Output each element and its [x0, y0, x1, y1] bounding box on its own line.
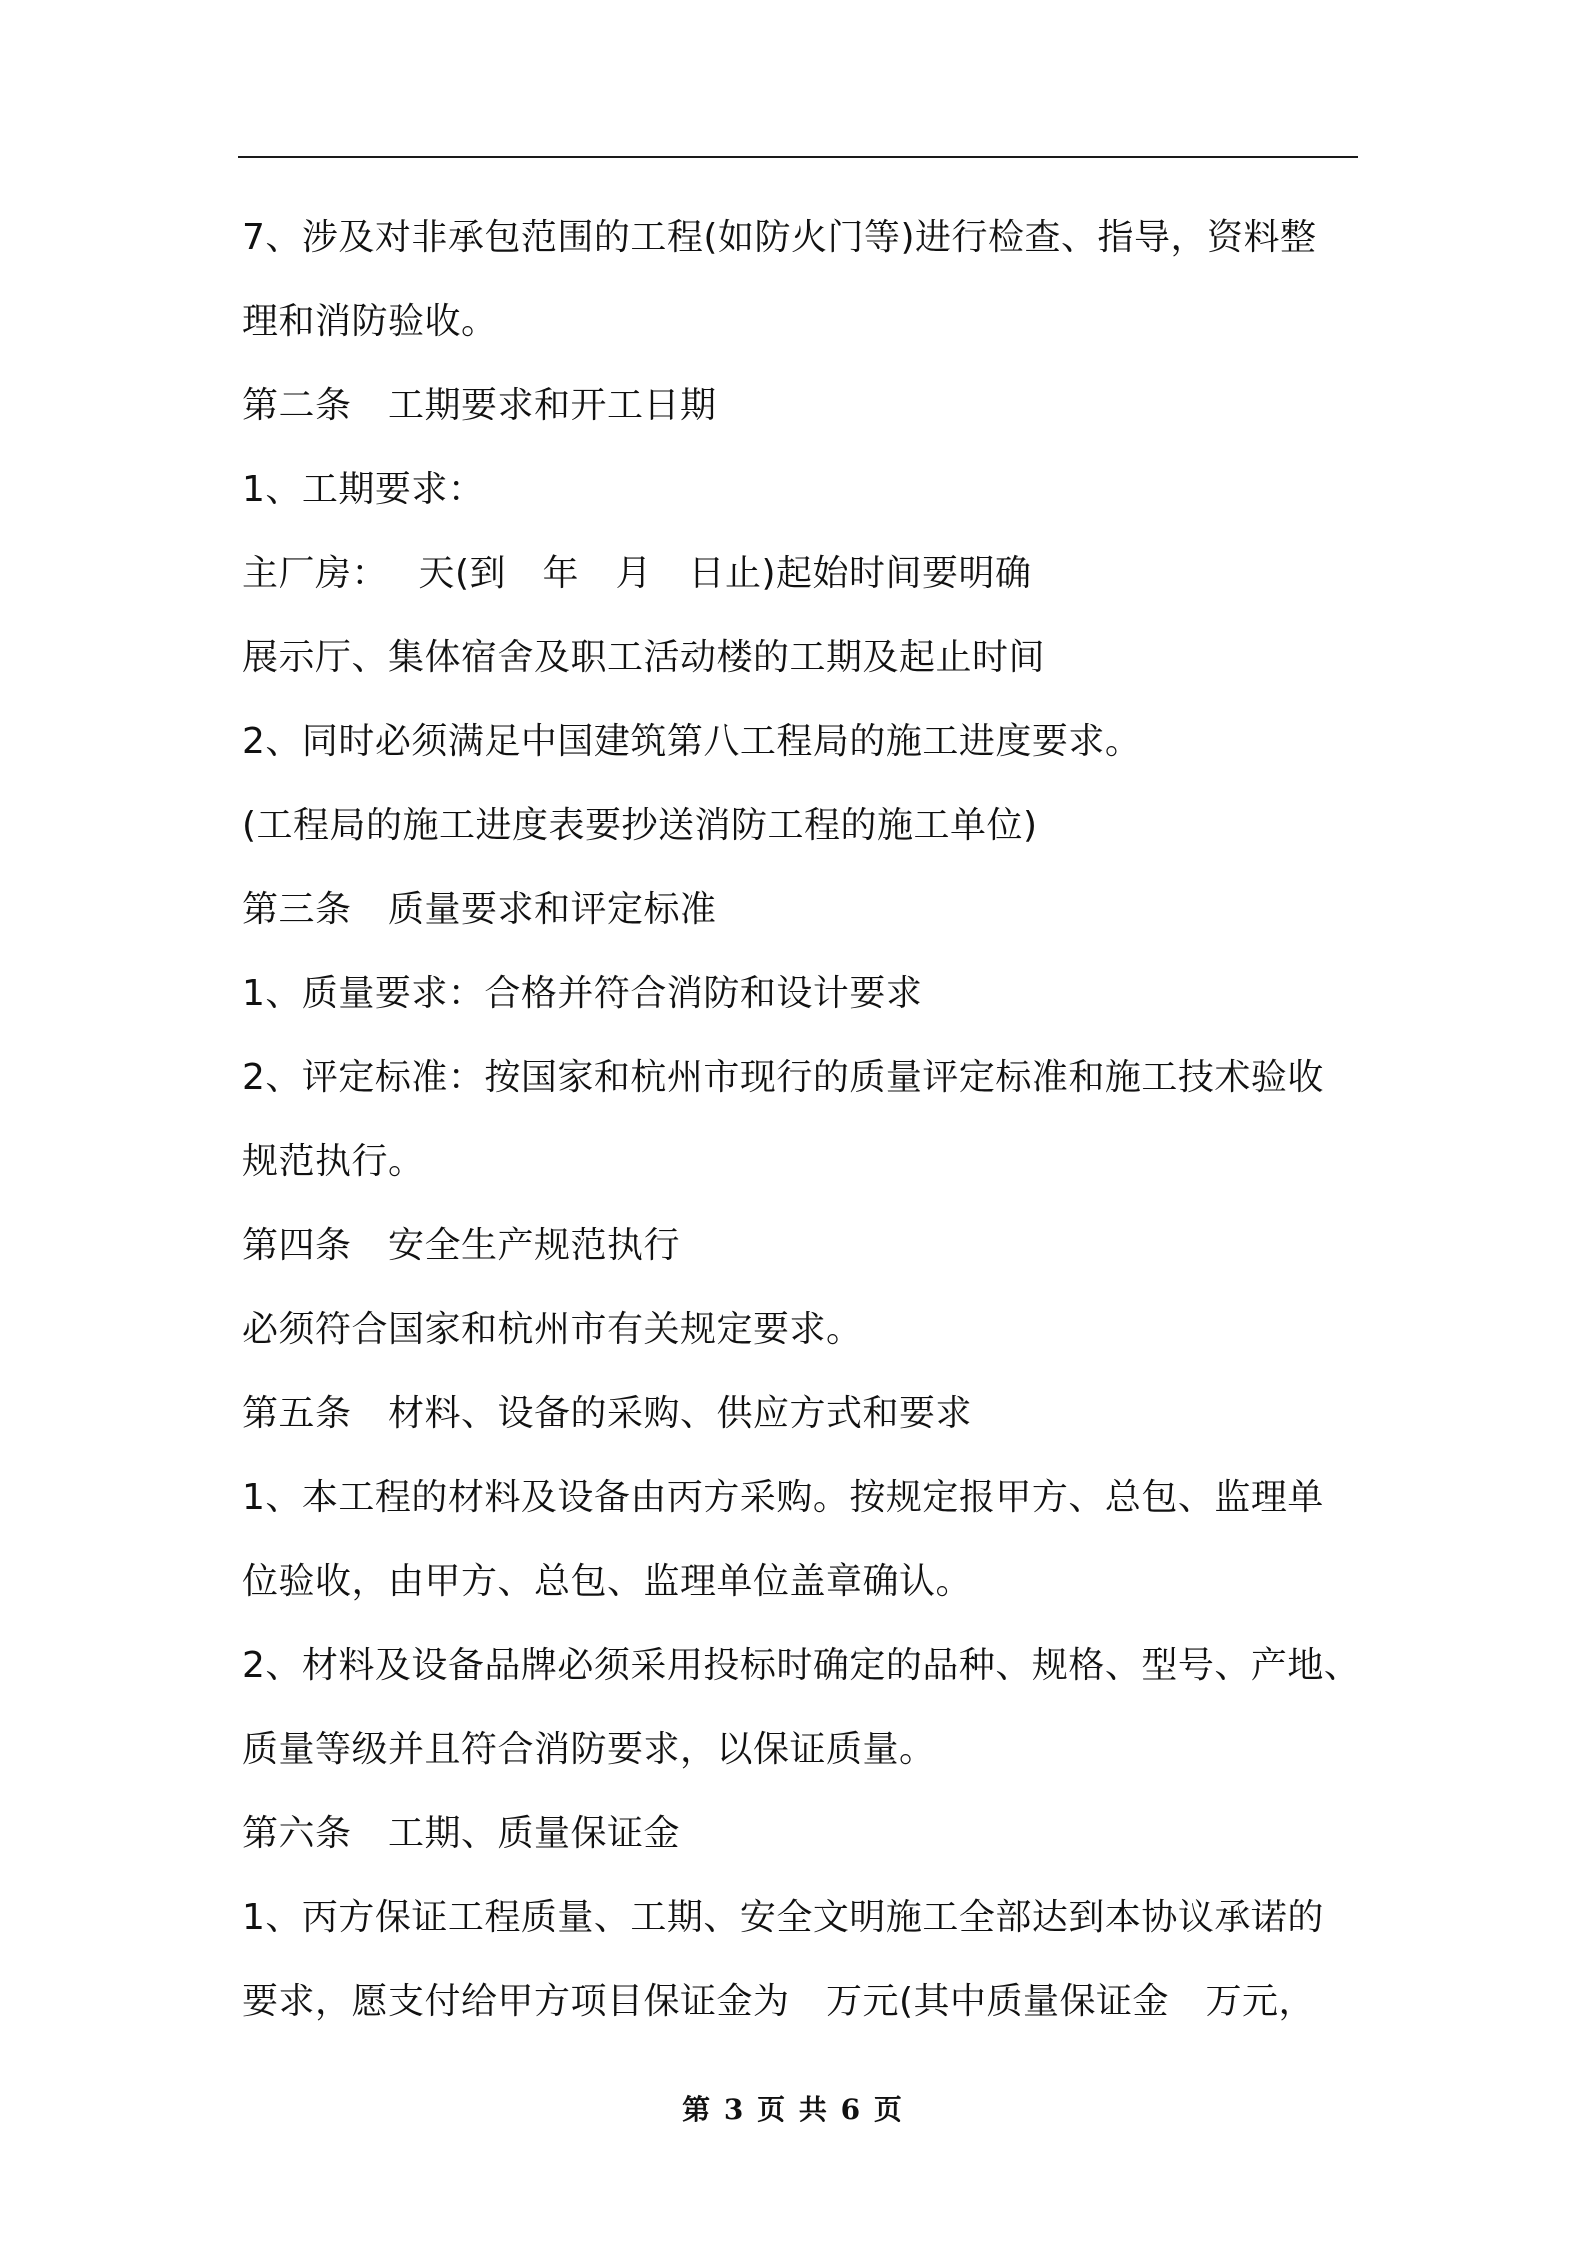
text-line: 理和消防验收。	[242, 301, 498, 342]
text-line: 位验收，由甲方、总包、监理单位盖章确认。	[242, 1561, 973, 1602]
section-heading: 第五条 材料、设备的采购、供应方式和要求	[242, 1393, 973, 1434]
text-line: 1、丙方保证工程质量、工期、安全文明施工全部达到本协议承诺的	[242, 1897, 1324, 1938]
section-heading: 第六条 工期、质量保证金	[242, 1813, 681, 1854]
text-line: 1、工期要求：	[242, 469, 485, 510]
page-footer: 第 3 页 共 6 页	[682, 2093, 904, 2126]
text-line: 1、本工程的材料及设备由丙方采购。按规定报甲方、总包、监理单	[242, 1477, 1324, 1518]
text-line: 主厂房： 天(到 年 月 日止)起始时间要明确	[242, 553, 1032, 594]
text-line: 要求，愿支付给甲方项目保证金为 万元(其中质量保证金 万元，	[242, 1981, 1316, 2022]
text-line: 规范执行。	[242, 1141, 425, 1182]
text-line: 展示厅、集体宿舍及职工活动楼的工期及起止时间	[242, 637, 1046, 678]
section-heading: 第三条 质量要求和评定标准	[242, 889, 717, 930]
text-line: 1、质量要求：合格并符合消防和设计要求	[242, 973, 923, 1014]
document-body	[242, 196, 1382, 2044]
text-line: 2、评定标准：按国家和杭州市现行的质量评定标准和施工技术验收	[242, 1057, 1324, 1098]
section-heading: 第四条 安全生产规范执行	[242, 1225, 681, 1266]
text-line: 质量等级并且符合消防要求，以保证质量。	[242, 1729, 936, 1770]
section-heading: 第二条 工期要求和开工日期	[242, 385, 717, 426]
text-line: 2、同时必须满足中国建筑第八工程局的施工进度要求。	[242, 721, 1142, 762]
text-line: 7、涉及对非承包范围的工程(如防火门等)进行检查、指导，资料整	[242, 217, 1317, 258]
text-line: 必须符合国家和杭州市有关规定要求。	[242, 1309, 863, 1350]
text-line: (工程局的施工进度表要抄送消防工程的施工单位)	[242, 805, 1038, 846]
header-rule	[238, 156, 1358, 158]
text-line: 2、材料及设备品牌必须采用投标时确定的品种、规格、型号、产地、	[242, 1645, 1361, 1686]
